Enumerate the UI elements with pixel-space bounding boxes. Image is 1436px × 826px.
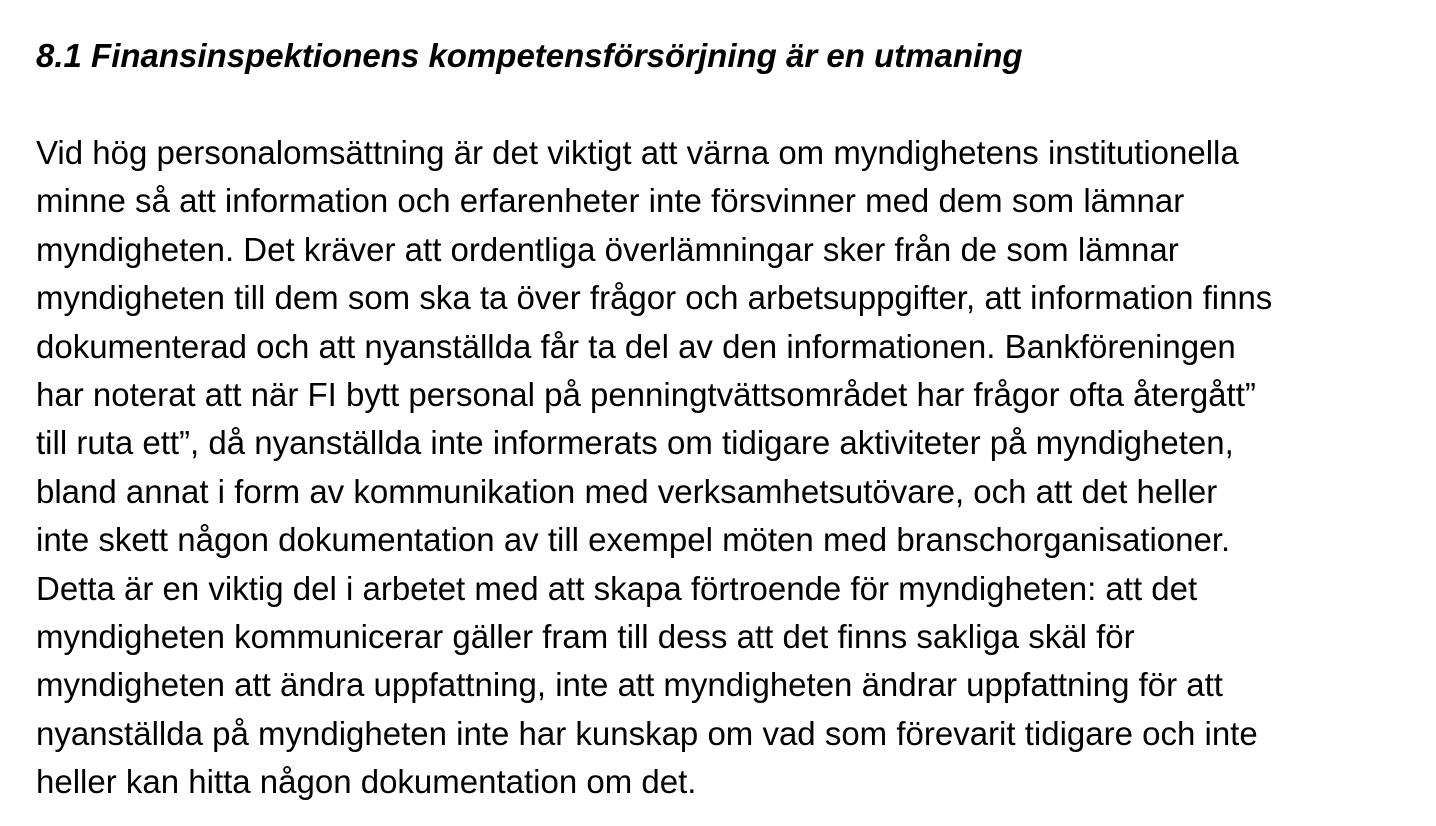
paragraph-line: nyanställda på myndigheten inte har kunskap om vad som förevarit tidigare och inte	[36, 714, 1258, 752]
paragraph-line: heller kan hitta någon dokumentation om det.	[36, 763, 697, 801]
paragraph-line: minne så att information och erfarenheter inte försvinner med dem som lämnar	[36, 182, 1185, 220]
paragraph-line: till ruta ett”, då nyanställda inte informerats om tidigare aktiviteter på myndigheten,	[36, 424, 1234, 462]
document	[36, 30, 1426, 807]
paragraph-line: inte skett någon dokumentation av till exempel möten med branschorganisationer.	[36, 521, 1231, 559]
body-paragraph	[36, 129, 1426, 807]
paragraph-line: myndigheten. Det kräver att ordentliga överlämningar sker från de som lämnar	[36, 230, 1179, 268]
paragraph-line: myndigheten att ändra uppfattning, inte att myndigheten ändrar uppfattning för att	[36, 666, 1223, 704]
paragraph-line: bland annat i form av kommunikation med verksamhetsutövare, och att det heller	[36, 472, 1218, 510]
paragraph-line: myndigheten till dem som ska ta över frågor och arbetsuppgifter, att information finns	[36, 279, 1273, 317]
paragraph-line: har noterat att när FI bytt personal på penningtvättsområdet har frågor ofta återgått”	[36, 376, 1256, 414]
paragraph-line: myndigheten kommunicerar gäller fram till dess att det finns sakliga skäl för	[36, 618, 1135, 656]
paragraph-line: Vid hög personalomsättning är det viktigt att värna om myndighetens institutionella	[36, 134, 1239, 171]
section-heading: 8.1 Finansinspektionens kompetensförsörjning är en utmaning	[36, 37, 1023, 74]
paragraph-line: dokumenterad och att nyanställda får ta del av den informationen. Bankföreningen	[36, 327, 1236, 365]
paragraph-line: Detta är en viktig del i arbetet med att skapa förtroende för myndigheten: att det	[36, 569, 1198, 607]
heading-spacer	[36, 82, 1426, 129]
